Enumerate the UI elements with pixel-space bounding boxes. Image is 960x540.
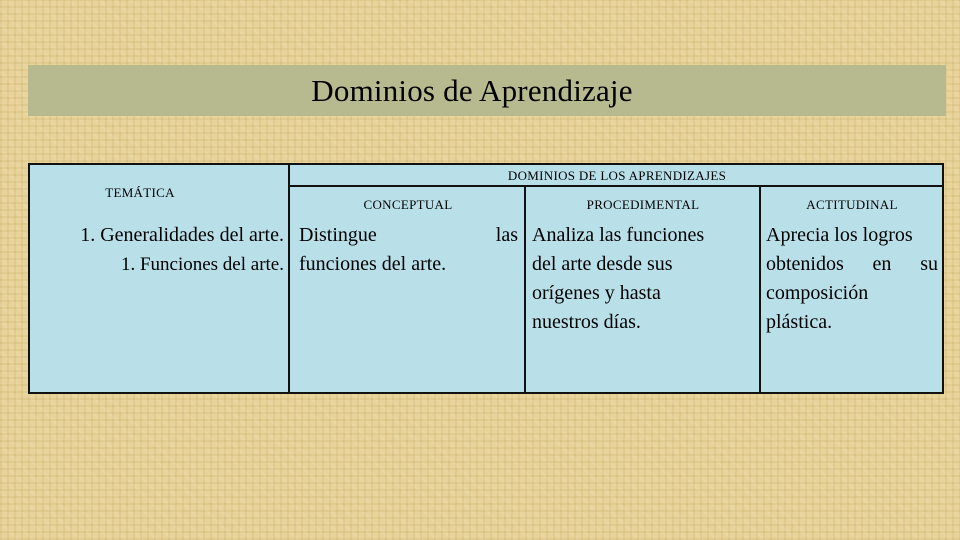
header-tematica: TEMÁTICA (105, 185, 175, 200)
column-divider (288, 165, 290, 392)
learning-domains-table (28, 163, 944, 394)
header-dominios: DOMINIOS DE LOS APRENDIZAJES (507, 168, 727, 183)
actitudinal-line-1: Aprecia los logros (766, 224, 913, 246)
title-banner (28, 65, 946, 116)
tematica-line-2: 1. Funciones del arte. (120, 254, 284, 275)
header-conceptual: CONCEPTUAL (363, 197, 453, 212)
cell-conceptual (294, 221, 524, 279)
header-procedimental: PROCEDIMENTAL (586, 197, 700, 212)
procedimental-line-4: nuestros días. (532, 311, 641, 333)
row-divider (290, 185, 942, 187)
conceptual-line-2: funciones del arte. (299, 253, 447, 275)
cell-procedimental (526, 221, 760, 337)
procedimental-line-1: Analiza las funciones (532, 224, 705, 246)
header-actitudinal: ACTITUDINAL (806, 197, 898, 212)
conceptual-line-1: Distingue las (299, 224, 518, 246)
cell-tematica (32, 221, 288, 279)
procedimental-line-2: del arte desde sus (532, 253, 673, 275)
cell-actitudinal (762, 221, 942, 337)
actitudinal-line-2: obtenidos en su (766, 253, 938, 275)
actitudinal-line-3: composición (766, 282, 869, 304)
tematica-line-1: 1. Generalidades del arte. (80, 224, 284, 246)
page-title: Dominios de Aprendizaje (311, 72, 633, 108)
actitudinal-line-4: plástica. (766, 311, 833, 333)
procedimental-line-3: orígenes y hasta (532, 282, 661, 304)
